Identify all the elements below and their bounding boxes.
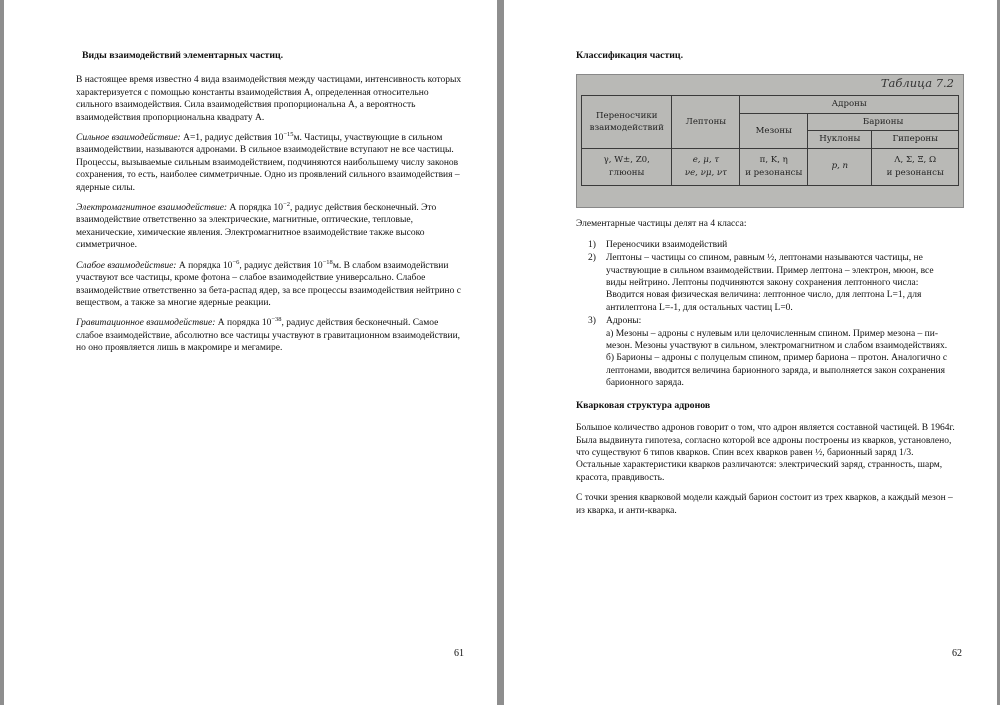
weak-exponent: −6 [232, 258, 240, 266]
weak-text-a: А порядка 10 [176, 260, 233, 271]
list-item-number: 3) [588, 316, 596, 327]
section-heading: Виды взаимодействий элементарных частиц. [82, 50, 284, 61]
grav-interaction-paragraph [76, 317, 466, 354]
section-heading: Классификация частиц. [576, 50, 684, 61]
grav-term: Гравитационное взаимодействие: [76, 318, 216, 329]
header-leptons: Лептоны [672, 96, 740, 148]
header-mesons: Мезоны [740, 113, 808, 148]
grav-text-a: А порядка 10 [215, 318, 272, 329]
classification-table [581, 95, 959, 185]
grav-exponent: −38 [271, 316, 282, 324]
em-text-a: А порядка 10 [227, 203, 284, 214]
header-baryons: Барионы [808, 113, 959, 130]
weak-interaction-paragraph [76, 260, 466, 310]
mesons-row2: и резонансы [745, 167, 803, 178]
list-item-number: 2) [588, 253, 596, 264]
carriers-symbols: γ, W±, Z0, [603, 154, 650, 165]
page-number: 61 [454, 648, 464, 659]
classes-intro: Элементарные частицы делят на 4 класса: [576, 219, 747, 230]
cell-nucleons: p, n [808, 148, 872, 185]
classes-list [576, 239, 956, 390]
grav-text-b: , радиус действия бесконечный. Самое слабое взаимодействие, абсолютно все частицы участвуют в гравитационном взаимодействии, но оно проявляется лишь в макромире и мегамире. [76, 318, 461, 354]
strong-term: Сильное взаимодействие: [76, 133, 181, 144]
page-number: 62 [952, 648, 962, 659]
quark-paragraph-2: С точки зрения кварковой модели каждый барион состоит из трех кварков, а каждый мезон – из кварка, и анти-кварка. [576, 493, 953, 516]
strong-text-b: м. Частицы, участвующие в сильном взаимодействии, называются адронами. В сильное взаимодействие вступают не все частицы. Процессы, вызываемые сильным взаимодействием, подчиняются наибольшему числу законов сохранения, то есть, наиболее симметричные. Одно из проявлений сильного взаимодействия – ядерные силы. [76, 133, 460, 193]
page-right [504, 0, 997, 705]
weak-term: Слабое взаимодействие: [76, 260, 177, 271]
list-item [576, 315, 956, 389]
list-item [576, 252, 956, 314]
quark-heading: Кварковая структура адронов [576, 399, 711, 411]
weak-text-b: , радиус действия 10 [239, 260, 323, 271]
cell-mesons [740, 148, 808, 185]
strong-text-a: А=1, радиус действия 10 [180, 133, 284, 144]
weak-text-c: м. В слабом взаимодействии участвуют все частицы, кроме фотона – слабое взаимодействие универсально. Слабое взаимодействие ответственно за бета-распад ядер, за все процессы взаимодействия нейтрино с веществом, а также за многие ядерные реакции. [76, 260, 461, 308]
em-interaction-paragraph [76, 202, 466, 252]
list-item-text: Адроны: [606, 316, 642, 327]
strong-interaction-paragraph [76, 132, 466, 194]
page-right-content [576, 50, 956, 525]
list-item-text: Переносчики взаимодействий [606, 239, 728, 250]
quark-paragraph-1: Большое количество адронов говорит о том, что адрон является составной частицей. В 1964г. Была выдвинута гипотеза, согласно которой все адроны построены из кварков, установлено, что существуют 6 типов кварков. Спин всех кварков равен ½, барионный заряд 1/3. Остальные характеристики кварков различаются: электрический заряд, странность, шарм, красота, правдивость. [576, 423, 955, 483]
list-item [576, 239, 956, 251]
mesons-row1: π, K, η [759, 154, 788, 165]
list-item-text: Лептоны – частицы со спином, равным ½, лептонами называются частицы, не участвующие в сильном взаимодействии. Пример лептона – электрон, мюон, все виды нейтрино. Лептоны подчиняются закону сохранения лептонного числа: Вводится новая физическая величина: лептонное число, для лептона L=1, для антилептона L=-1, для остальных частиц L=0. [606, 253, 934, 313]
header-carriers: Переносчики взаимодействий [582, 96, 672, 148]
hyperons-row2: и резонансы [886, 167, 944, 178]
header-nucleons: Нуклоны [808, 131, 872, 148]
header-hadrons: Адроны [740, 96, 959, 113]
leptons-row1: e, μ, τ [692, 154, 720, 165]
table-caption: Таблица 7.2 [880, 76, 954, 91]
cell-carriers [582, 148, 672, 185]
page-left [4, 0, 497, 705]
cell-hyperons [872, 148, 959, 185]
hadrons-baryons-text: б) Барионы – адроны с полуцелым спином, пример бариона – протон. Аналогично с лептонами, вводится величина барионного заряда, и выполняется закон сохранения барионного заряда. [606, 353, 948, 389]
classification-table-photo [576, 74, 964, 208]
leptons-row2: νe, νμ, ντ [684, 167, 727, 178]
carriers-name: глюоны [609, 167, 645, 178]
weak-exponent-2: −18 [322, 258, 333, 266]
page-left-content [76, 50, 466, 363]
hadrons-mesons-text: а) Мезоны – адроны с нулевым или целочисленным спином. Пример мезона – пи-мезон. Мезоны участвуют в сильном, электромагнитном и слабом взаимодействиях. [606, 328, 948, 352]
strong-exponent: −15 [283, 130, 294, 138]
hyperons-row1: Λ, Σ, Ξ, Ω [894, 154, 937, 165]
em-term: Электромагнитное взаимодействие: [76, 203, 228, 214]
list-item-number: 1) [588, 239, 596, 250]
intro-paragraph: В настоящее время известно 4 вида взаимодействия между частицами, интенсивность которых характеризуется с помощью константы взаимодействия А, определенная относительно сильного взаимодействия. Сила взаимодействия пропорциональна А, а вероятность взаимодействия пропорциональна квадрату А. [76, 75, 462, 123]
cell-leptons [672, 148, 740, 185]
header-hyperons: Гипероны [872, 131, 959, 148]
em-text-b: , радиус действия бесконечный. Это взаимодействие ответственно за электрические, магнитные, оптические, тепловые, механические, химические явления. Электромагнитное взаимодействие также высоко симметричное. [76, 203, 437, 251]
em-exponent: −2 [283, 200, 290, 208]
